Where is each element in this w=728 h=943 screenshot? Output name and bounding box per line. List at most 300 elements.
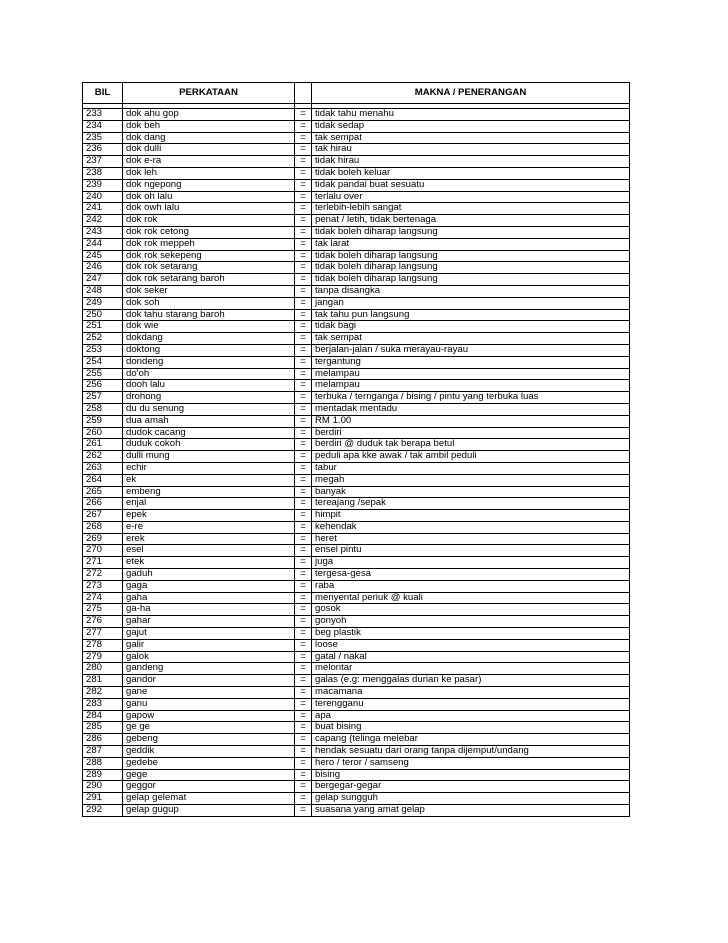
cell-bil: 285 <box>83 722 123 734</box>
cell-meaning: bising <box>312 769 630 781</box>
cell-word: do'oh <box>123 368 295 380</box>
cell-bil: 289 <box>83 769 123 781</box>
table-row <box>83 545 630 557</box>
cell-meaning: hero / teror / samseng <box>312 757 630 769</box>
table-row <box>83 710 630 722</box>
cell-meaning: terlebih-lebih sangat <box>312 203 630 215</box>
header-perkataan: PERKATAAN <box>123 83 295 104</box>
cell-eq: = <box>295 639 312 651</box>
cell-meaning: tak sempat <box>312 333 630 345</box>
table-row <box>83 746 630 758</box>
cell-eq: = <box>295 403 312 415</box>
cell-meaning: heret <box>312 533 630 545</box>
cell-eq: = <box>295 427 312 439</box>
cell-bil: 259 <box>83 415 123 427</box>
cell-meaning: tak tahu pun langsung <box>312 309 630 321</box>
cell-bil: 245 <box>83 250 123 262</box>
header-bil: BIL <box>83 83 123 104</box>
cell-word: ga-ha <box>123 604 295 616</box>
cell-meaning: berdiri <box>312 427 630 439</box>
cell-word: drohong <box>123 392 295 404</box>
cell-word: ek <box>123 474 295 486</box>
table-row <box>83 167 630 179</box>
cell-meaning: galas (e.g: menggalas durian ke pasar) <box>312 675 630 687</box>
cell-word: gaga <box>123 580 295 592</box>
table-row <box>83 521 630 533</box>
cell-meaning: penat / letih, tidak bertenaga <box>312 215 630 227</box>
cell-bil: 267 <box>83 510 123 522</box>
cell-eq: = <box>295 498 312 510</box>
glossary-body <box>83 109 630 817</box>
cell-word: du du senung <box>123 403 295 415</box>
cell-meaning: banyak <box>312 486 630 498</box>
cell-word: galir <box>123 639 295 651</box>
cell-word: embeng <box>123 486 295 498</box>
table-row <box>83 226 630 238</box>
table-row <box>83 120 630 132</box>
cell-bil: 238 <box>83 167 123 179</box>
cell-meaning: gelap sungguh <box>312 793 630 805</box>
cell-word: gapow <box>123 710 295 722</box>
cell-bil: 275 <box>83 604 123 616</box>
cell-bil: 237 <box>83 156 123 168</box>
cell-bil: 283 <box>83 698 123 710</box>
cell-eq: = <box>295 439 312 451</box>
cell-word: dok ahu gop <box>123 109 295 121</box>
cell-eq: = <box>295 781 312 793</box>
cell-eq: = <box>295 191 312 203</box>
cell-eq: = <box>295 474 312 486</box>
cell-word: dok oh lalu <box>123 191 295 203</box>
cell-eq: = <box>295 250 312 262</box>
table-row <box>83 262 630 274</box>
cell-bil: 270 <box>83 545 123 557</box>
cell-meaning: tidak boleh diharap langsung <box>312 226 630 238</box>
table-row <box>83 698 630 710</box>
cell-bil: 243 <box>83 226 123 238</box>
cell-eq: = <box>295 226 312 238</box>
cell-eq: = <box>295 380 312 392</box>
cell-bil: 286 <box>83 734 123 746</box>
table-row <box>83 144 630 156</box>
cell-bil: 254 <box>83 356 123 368</box>
cell-eq: = <box>295 521 312 533</box>
cell-meaning: terbuka / ternganga / bising / pintu yang terbuka luas <box>312 392 630 404</box>
cell-meaning: hendak sesuatu dari orang tanpa dijemput/undang <box>312 746 630 758</box>
cell-word: dok e-ra <box>123 156 295 168</box>
cell-meaning: tidak boleh diharap langsung <box>312 262 630 274</box>
cell-meaning: apa <box>312 710 630 722</box>
cell-meaning: loose <box>312 639 630 651</box>
cell-bil: 258 <box>83 403 123 415</box>
cell-word: dok rok <box>123 215 295 227</box>
cell-bil: 277 <box>83 628 123 640</box>
cell-eq: = <box>295 179 312 191</box>
cell-eq: = <box>295 580 312 592</box>
cell-eq: = <box>295 451 312 463</box>
cell-bil: 287 <box>83 746 123 758</box>
cell-bil: 269 <box>83 533 123 545</box>
cell-eq: = <box>295 120 312 132</box>
table-row <box>83 793 630 805</box>
cell-word: dok beh <box>123 120 295 132</box>
cell-eq: = <box>295 746 312 758</box>
table-row <box>83 462 630 474</box>
cell-eq: = <box>295 344 312 356</box>
table-row <box>83 687 630 699</box>
cell-meaning: RM 1.00 <box>312 415 630 427</box>
cell-meaning: berdiri @ duduk tak berapa betul <box>312 439 630 451</box>
table-row <box>83 285 630 297</box>
cell-meaning: menyental periuk @ kuali <box>312 592 630 604</box>
table-row <box>83 569 630 581</box>
cell-eq: = <box>295 628 312 640</box>
cell-eq: = <box>295 616 312 628</box>
cell-eq: = <box>295 545 312 557</box>
cell-bil: 264 <box>83 474 123 486</box>
cell-meaning: berjalan-jalan / suka merayau-rayau <box>312 344 630 356</box>
cell-bil: 257 <box>83 392 123 404</box>
cell-meaning: macamana <box>312 687 630 699</box>
cell-bil: 291 <box>83 793 123 805</box>
cell-word: gedebe <box>123 757 295 769</box>
cell-word: epek <box>123 510 295 522</box>
cell-meaning: suasana yang amat gelap <box>312 805 630 817</box>
cell-meaning: buat bising <box>312 722 630 734</box>
cell-bil: 236 <box>83 144 123 156</box>
cell-meaning: tidak hirau <box>312 156 630 168</box>
cell-bil: 248 <box>83 285 123 297</box>
cell-eq: = <box>295 462 312 474</box>
cell-bil: 260 <box>83 427 123 439</box>
cell-meaning: tidak bagi <box>312 321 630 333</box>
cell-word: dok wie <box>123 321 295 333</box>
cell-bil: 266 <box>83 498 123 510</box>
cell-word: esel <box>123 545 295 557</box>
cell-eq: = <box>295 687 312 699</box>
cell-eq: = <box>295 392 312 404</box>
cell-word: gebeng <box>123 734 295 746</box>
table-row <box>83 533 630 545</box>
cell-word: dok rok setarang baroh <box>123 274 295 286</box>
cell-meaning: ensel pintu <box>312 545 630 557</box>
table-row <box>83 557 630 569</box>
cell-word: gajut <box>123 628 295 640</box>
cell-word: dudok cacang <box>123 427 295 439</box>
header-makna: MAKNA / PENERANGAN <box>312 83 630 104</box>
table-row <box>83 580 630 592</box>
cell-eq: = <box>295 238 312 250</box>
cell-bil: 290 <box>83 781 123 793</box>
cell-eq: = <box>295 321 312 333</box>
table-row <box>83 734 630 746</box>
table-row <box>83 604 630 616</box>
cell-bil: 282 <box>83 687 123 699</box>
cell-eq: = <box>295 510 312 522</box>
cell-word: gaha <box>123 592 295 604</box>
cell-word: dok rok setarang <box>123 262 295 274</box>
cell-eq: = <box>295 486 312 498</box>
table-row <box>83 215 630 227</box>
cell-meaning: mentadak mentadu <box>312 403 630 415</box>
cell-eq: = <box>295 297 312 309</box>
cell-meaning: tak hirau <box>312 144 630 156</box>
cell-eq: = <box>295 793 312 805</box>
cell-meaning: tergantung <box>312 356 630 368</box>
cell-word: gahar <box>123 616 295 628</box>
cell-meaning: raba <box>312 580 630 592</box>
cell-eq: = <box>295 203 312 215</box>
cell-meaning: juga <box>312 557 630 569</box>
cell-meaning: melampau <box>312 368 630 380</box>
cell-word: enjal <box>123 498 295 510</box>
cell-bil: 256 <box>83 380 123 392</box>
cell-meaning: tidak boleh diharap langsung <box>312 250 630 262</box>
cell-word: dok rok cetong <box>123 226 295 238</box>
table-row <box>83 722 630 734</box>
table-header-row <box>83 83 630 104</box>
cell-bil: 241 <box>83 203 123 215</box>
table-row <box>83 781 630 793</box>
cell-meaning: beg plastik <box>312 628 630 640</box>
cell-word: erek <box>123 533 295 545</box>
cell-word: dok rok sekepeng <box>123 250 295 262</box>
cell-bil: 284 <box>83 710 123 722</box>
cell-meaning: melontar <box>312 663 630 675</box>
cell-bil: 265 <box>83 486 123 498</box>
cell-meaning: tidak pandai buat sesuatu <box>312 179 630 191</box>
cell-bil: 279 <box>83 651 123 663</box>
cell-bil: 250 <box>83 309 123 321</box>
cell-meaning: tidak boleh keluar <box>312 167 630 179</box>
cell-eq: = <box>295 333 312 345</box>
cell-meaning: tereajang /sepak <box>312 498 630 510</box>
cell-word: etek <box>123 557 295 569</box>
cell-word: geggor <box>123 781 295 793</box>
table-row <box>83 156 630 168</box>
cell-meaning: terengganu <box>312 698 630 710</box>
table-row <box>83 356 630 368</box>
cell-word: echir <box>123 462 295 474</box>
cell-eq: = <box>295 215 312 227</box>
cell-word: ge ge <box>123 722 295 734</box>
cell-bil: 272 <box>83 569 123 581</box>
cell-bil: 263 <box>83 462 123 474</box>
table-row <box>83 238 630 250</box>
cell-eq: = <box>295 262 312 274</box>
cell-eq: = <box>295 274 312 286</box>
table-row <box>83 321 630 333</box>
table-row <box>83 274 630 286</box>
cell-eq: = <box>295 569 312 581</box>
cell-bil: 235 <box>83 132 123 144</box>
table-row <box>83 415 630 427</box>
table-row <box>83 309 630 321</box>
table-row <box>83 179 630 191</box>
cell-word: dok rok meppeh <box>123 238 295 250</box>
cell-meaning: melampau <box>312 380 630 392</box>
cell-word: dondeng <box>123 356 295 368</box>
cell-bil: 233 <box>83 109 123 121</box>
cell-bil: 244 <box>83 238 123 250</box>
cell-bil: 246 <box>83 262 123 274</box>
cell-word: dok leh <box>123 167 295 179</box>
table-row <box>83 639 630 651</box>
table-row <box>83 132 630 144</box>
table-row <box>83 769 630 781</box>
cell-meaning: peduli apa kke awak / tak ambil peduli <box>312 451 630 463</box>
cell-word: dulli mung <box>123 451 295 463</box>
cell-bil: 274 <box>83 592 123 604</box>
cell-word: dok dang <box>123 132 295 144</box>
table-row <box>83 203 630 215</box>
cell-eq: = <box>295 132 312 144</box>
cell-meaning: bergegar-gegar <box>312 781 630 793</box>
cell-bil: 252 <box>83 333 123 345</box>
cell-meaning: gatal / nakal <box>312 651 630 663</box>
table-row <box>83 474 630 486</box>
cell-eq: = <box>295 285 312 297</box>
table-row <box>83 486 630 498</box>
cell-word: gaduh <box>123 569 295 581</box>
cell-eq: = <box>295 156 312 168</box>
cell-eq: = <box>295 356 312 368</box>
table-row <box>83 663 630 675</box>
table-row <box>83 191 630 203</box>
table-row <box>83 403 630 415</box>
cell-word: gelap gelemat <box>123 793 295 805</box>
cell-bil: 268 <box>83 521 123 533</box>
cell-eq: = <box>295 309 312 321</box>
cell-eq: = <box>295 722 312 734</box>
cell-word: dok dulli <box>123 144 295 156</box>
cell-meaning: capang (telinga melebar <box>312 734 630 746</box>
table-row <box>83 427 630 439</box>
table-row <box>83 451 630 463</box>
cell-eq: = <box>295 368 312 380</box>
cell-word: e-re <box>123 521 295 533</box>
cell-eq: = <box>295 109 312 121</box>
cell-meaning: terlalu over <box>312 191 630 203</box>
cell-eq: = <box>295 144 312 156</box>
cell-word: doktong <box>123 344 295 356</box>
cell-bil: 247 <box>83 274 123 286</box>
cell-bil: 239 <box>83 179 123 191</box>
cell-eq: = <box>295 663 312 675</box>
cell-word: dok owh lalu <box>123 203 295 215</box>
table-row <box>83 510 630 522</box>
cell-meaning: jangan <box>312 297 630 309</box>
table-row <box>83 651 630 663</box>
cell-bil: 288 <box>83 757 123 769</box>
table-row <box>83 628 630 640</box>
cell-meaning: gonyoh <box>312 616 630 628</box>
cell-word: dok soh <box>123 297 295 309</box>
cell-word: gelap gugup <box>123 805 295 817</box>
table-row <box>83 109 630 121</box>
cell-meaning: tidak sedap <box>312 120 630 132</box>
cell-meaning: tabur <box>312 462 630 474</box>
cell-bil: 271 <box>83 557 123 569</box>
cell-eq: = <box>295 757 312 769</box>
cell-meaning: himpit <box>312 510 630 522</box>
cell-meaning: gosok <box>312 604 630 616</box>
cell-bil: 261 <box>83 439 123 451</box>
cell-eq: = <box>295 167 312 179</box>
cell-eq: = <box>295 698 312 710</box>
cell-word: duduk cokoh <box>123 439 295 451</box>
cell-meaning: tak larat <box>312 238 630 250</box>
cell-eq: = <box>295 415 312 427</box>
glossary-table <box>82 82 630 817</box>
cell-eq: = <box>295 769 312 781</box>
cell-eq: = <box>295 592 312 604</box>
cell-word: gandor <box>123 675 295 687</box>
cell-bil: 280 <box>83 663 123 675</box>
cell-word: gane <box>123 687 295 699</box>
cell-word: dokdang <box>123 333 295 345</box>
cell-eq: = <box>295 734 312 746</box>
table-row <box>83 616 630 628</box>
table-row <box>83 368 630 380</box>
cell-meaning: tidak tahu menahu <box>312 109 630 121</box>
cell-word: dooh lalu <box>123 380 295 392</box>
cell-eq: = <box>295 710 312 722</box>
header-blank <box>295 83 312 104</box>
cell-bil: 253 <box>83 344 123 356</box>
cell-word: geddik <box>123 746 295 758</box>
table-row <box>83 344 630 356</box>
table-row <box>83 297 630 309</box>
cell-word: gege <box>123 769 295 781</box>
table-row <box>83 380 630 392</box>
cell-word: dok tahu starang baroh <box>123 309 295 321</box>
cell-eq: = <box>295 604 312 616</box>
cell-eq: = <box>295 557 312 569</box>
cell-word: dok ngepong <box>123 179 295 191</box>
cell-word: dua amah <box>123 415 295 427</box>
cell-bil: 249 <box>83 297 123 309</box>
cell-bil: 278 <box>83 639 123 651</box>
cell-meaning: megah <box>312 474 630 486</box>
table-row <box>83 805 630 817</box>
table-row <box>83 675 630 687</box>
cell-eq: = <box>295 651 312 663</box>
cell-meaning: tanpa disangka <box>312 285 630 297</box>
table-row <box>83 392 630 404</box>
cell-meaning: tergesa-gesa <box>312 569 630 581</box>
cell-eq: = <box>295 805 312 817</box>
table-row <box>83 592 630 604</box>
cell-bil: 251 <box>83 321 123 333</box>
table-row <box>83 498 630 510</box>
cell-bil: 292 <box>83 805 123 817</box>
cell-word: ganu <box>123 698 295 710</box>
cell-word: dok seker <box>123 285 295 297</box>
cell-bil: 240 <box>83 191 123 203</box>
cell-word: gandeng <box>123 663 295 675</box>
cell-bil: 242 <box>83 215 123 227</box>
table-row <box>83 250 630 262</box>
cell-eq: = <box>295 533 312 545</box>
cell-meaning: kehendak <box>312 521 630 533</box>
cell-meaning: tak sempat <box>312 132 630 144</box>
cell-bil: 255 <box>83 368 123 380</box>
cell-bil: 276 <box>83 616 123 628</box>
cell-bil: 262 <box>83 451 123 463</box>
cell-meaning: tidak boleh diharap langsung <box>312 274 630 286</box>
cell-eq: = <box>295 675 312 687</box>
